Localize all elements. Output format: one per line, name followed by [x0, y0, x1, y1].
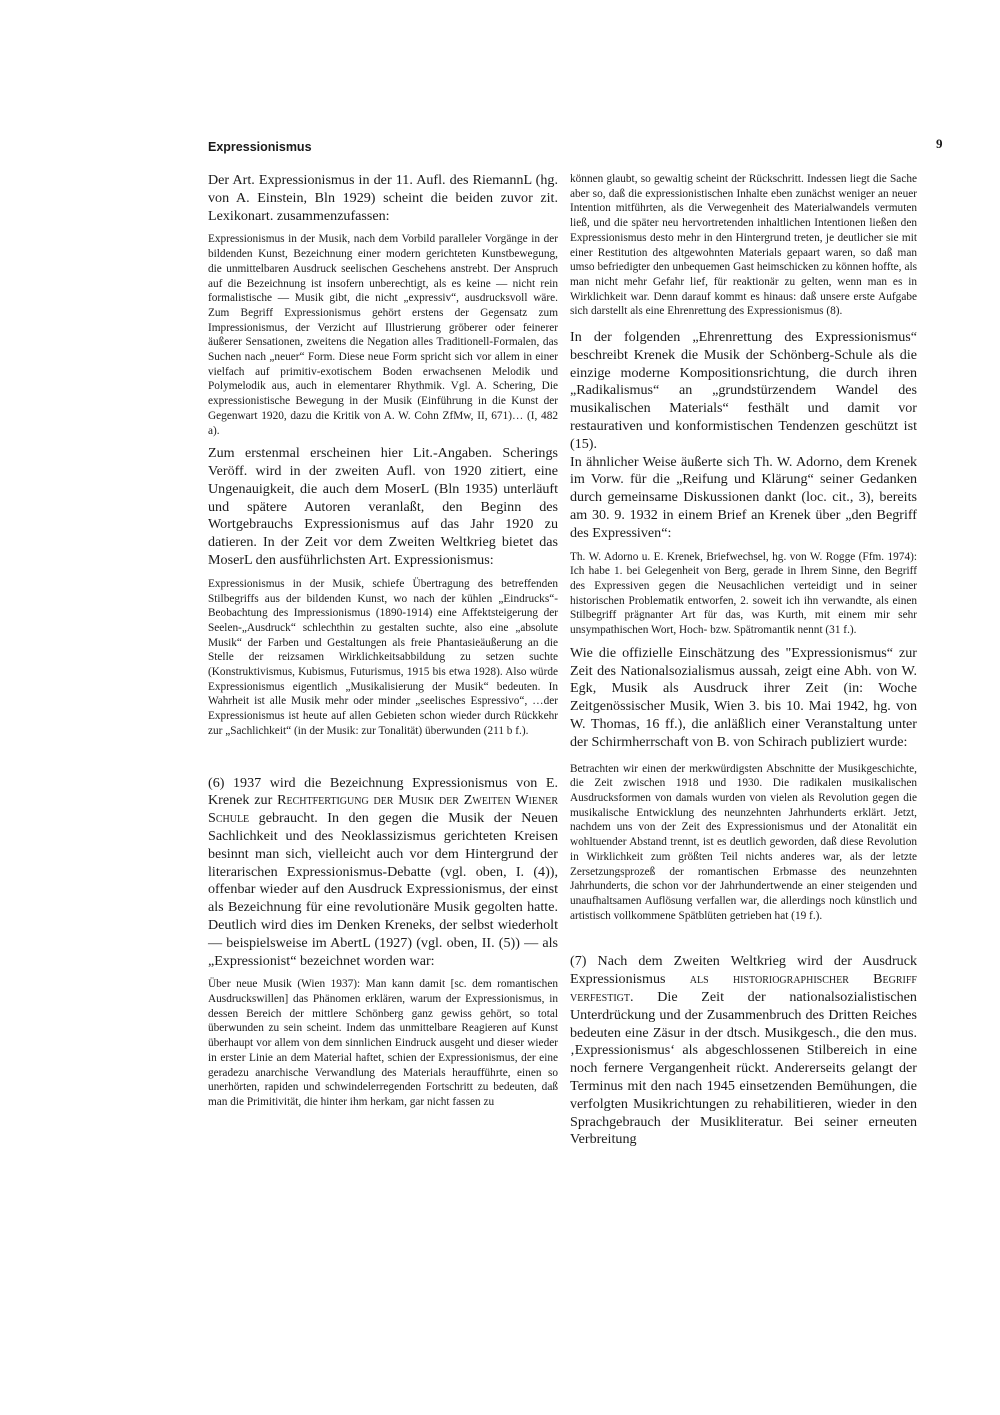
quote-krenek-neue-musik: Über neue Musik (Wien 1937): Man kann damit [sc. dem romantischen Ausdruckswillen] das Phänomen erklären, warum der Expressionismus, in dessen Bereich der mittlere Schönberg ganz gewiss gehört, so total überwunden zu sein scheint. Indem das unmittelbare Reagieren auf Kunst überhaupt vor allem von dem sinnlichen Eindruck ausgeht und dieser wieder in erster Linie an dem Material haftet, schien der Expressionismus, der eine geradezu anarchische Verwandlung des Materials heraufführte, einen so unerhörten, rapiden und schwindelerregenden Fortschritt zu bedeuten, daß man die Primitivität, die hinter ihm herkam, gar nicht fassen zu	[208, 978, 558, 1108]
paragraph-riemann: Der Art. Expressionismus in der 11. Aufl. des RiemannL (hg. von A. Einstein, Bln 1929) scheint die beiden zuvor zit. Lexikonart. zusammenzufassen:	[208, 172, 558, 224]
paragraph-ehrenrettung: In der folgenden „Ehrenrettung des Expressionismus“ beschreibt Krenek die Musik der Schönberg-Schule als die einzige moderne Kompositionsrichtung, die durch ihren „Radikalismus“ an „grundstürzendem Wandel des musikalischen Materials“ festhält und damit vor restaurativen und konformistischen Tendenzen geschützt ist (15).	[570, 329, 917, 452]
section-7-rest: Die Zeit der nationalsozialistischen Unterdrückung und der Zusammenbruch des Dritten Reiches bedeuten eine Zäsur in der dtsch. Musikgesch., die den mus. ‚Expressionismus‘ als abgeschlossenen Stilbereich in eine noch fernere Vergangenheit rückt. Andererseits gelangt der Terminus mit den nach 1945 einsetzenden Bemühungen, die verfolgten Musikrichtungen zu rehabilitieren, wieder in den Sprachgebrauch der Musikliteratur. Bei seiner erneuten Verbreitung	[570, 988, 917, 1148]
paragraph-literature: Zum erstenmal erscheinen hier Lit.-Angaben. Scherings Veröff. wird in der zweiten Aufl. von 1920 zitiert, eine Ungenauigkeit, die auch dem MoserL (Bln 1935) unterläuft und spätere Autoren veranlaßt, den Beginn des Wortgebrauchs Expressionismus auf das Jahr 1920 zu datieren. In der Zeit vor dem Zweiten Weltkrieg bietet das MoserL den ausführlichsten Art. Expressionismus:	[208, 445, 558, 569]
quote-krenek-continued: können glaubt, so gewaltig scheint der Rückschritt. Indessen liegt die Sache aber so, daß die expressionistischen Inhalte eben zunächst weniger an neuer Intention mitführten, als die Verwegenheit des Materialwandels vermuten ließ, und die später neu hervortretenden inhaltlichen Intentionen ließen den Expressionismus desto mehr in den Hintergrund treten, je deutlicher sie mit einer Restitution des altgewohnten Materials gepaart waren, so daß man umso befriedigter den unbequemen Gast heimschicken zu können hoffte, als man nicht mehr Gefahr lief, für reaktionär zu gelten, wenn man es in Wirklichkeit war. Denn darauf kommt es hinaus: daß unsere erste Aufgabe sich darstellt als eine Ehrenrettung des Expressionismus (8).	[570, 173, 917, 318]
section-6-smallcaps: Rechtfertigung der Musik der Zweiten Wiener Schule	[208, 792, 558, 827]
section-7-lead: (7) Nach dem Zweiten Weltkrieg wird der Ausdruck Expressionismus	[570, 953, 917, 988]
quote-adorno-krenek-letters: Th. W. Adorno u. E. Krenek, Briefwechsel, hg. von W. Rogge (Ffm. 1974): Ich habe 1. bei Gelegenheit von Berg, gerade in Ihrem Sinne, den Begriff des Expressiven gegen die Neusachlichen verteidigt und in seiner historischen Problematik entworfen, 2. soweit ich ihn verwandte, als einen Stilbegriff prägnanter Art für das, was Kurth, mit einem mir sehr unsympathischen Wort, Hoch- bzw. Spätromantik nennt (31 f.).	[570, 550, 917, 637]
section-7-smallcaps: als historiographischer Begriff verfestigt.	[570, 971, 917, 1005]
paragraph-section-7	[570, 953, 917, 1149]
section-6-lead: (6) 1937 wird die Bezeichnung Expressionismus von E. Krenek zur	[208, 774, 558, 809]
paragraph-section-6	[208, 775, 558, 971]
quote-moser-lexikon: Expressionismus in der Musik, schiefe Übertragung des betreffenden Stilbegriffs aus der bildenden Kunst, wo nach der kühlen „Eindrucks“-Beobachtung des Impressionismus (1890-1914) eine Affektsteigerung der Seelen-„Ausdruck“ schlechthin zu gestalten suchte, also eine „absolute Musik“ der Farben und Gestaltungen als freie Phantasieäußerung an die Stelle der reizsamen Wirklichkeitsabbildung zu setzen suchte (Konstruktivismus, Kubismus, Futurismus, 1915 bis etwa 1928). Also würde Expressionismus eigentlich „Musikalisierung der Musik“ bedeuten. In Wahrheit ist alle Musik mehr oder minder „seelisches Espressivo“, …der Expressionismus ist heute auf allen Gebieten schon wieder durch Rückkehr zur „Sachlichkeit“ (in der Musik: zur Tonalität) überwunden (211 b f.).	[208, 577, 558, 737]
right-column	[570, 172, 917, 1149]
paragraph-egk: Wie die offizielle Einschätzung des "Expressionismus“ zur Zeit des Nationalsozialismus aussah, zeigt eine Abh. von W. Egk, Musik als Ausdruck ihrer Zeit (in: Woche Zeitgenössischer Musik, Wien 3. bis 10. Mai 1942, hg. von W. Thomas, 16 ff.), die anläßlich einer Veranstaltung unter der Schirmherrschaft von B. von Schirach publiziert wurde:	[570, 644, 917, 750]
quote-egk: Betrachten wir einen der merkwürdigsten Abschnitte der Musikgeschichte, die Zeit zwischen 1918 und 1930. Die radikalen musikalischen Ausdrucksformen von damals wurden von vielen als Revolution gegen die musikalische Entwicklung des neunzehnten Jahrhunderts erklärt. Jetzt, nachdem uns von der Zeit des Expressionismus und der Atonalität ein wohltuender Abstand trennt, ist es deutlich geworden, daß diese Revolution in Wirklichkeit zum größten Teil nichts anderes war, als der letzte Zersetzungsprozeß der romantischen Erbmasse des neunzehnten Jahrhunderts, die schon vor der Jahrhundertwende an einer steigenden und unaufhaltsamen Auflösung verfallen war, die allerdings noch künstlich und artistisch vollkommene Spätblüten getrieben hat (19 f.).	[570, 762, 917, 922]
paragraph-adorno: In ähnlicher Weise äußerte sich Th. W. Adorno, dem Krenek im Vorw. für die „Reifung und Klärung“ seiner Gedanken durch gemeinsame Diskussionen dankt (loc. cit., 3), bereits am 30. 9. 1932 in einem Brief an Krenek über „den Begriff des Expressiven“:	[570, 453, 917, 541]
left-column	[208, 172, 558, 1110]
quote-riemann-lexikon: Expressionismus in der Musik, nach dem Vorbild paralleler Vorgänge in der bildenden Kunst, Bezeichnung einer modern gerichteten Kunstbewegung, die unmittelbaren Ausdruck seelischen Geschehens anstrebt. Der Anspruch auf die Bezeichnung ist insofern unberechtigt, als es keine — nicht rein formalistische — Musik gibt, die nicht „expressiv“, ausdrucksvoll wäre. Zum Begriff Expressionismus gehört erstens der Gegensatz zum Impressionismus, der Verzicht auf Illustrierung gröberer oder feinerer äußerer Sensationen, zweitens die Negation alles Traditionell-Formalen, das Suchen nach „neuer“ Form. Diese neue Form spricht sich vor allem in einer vielfach auf primitiv-exotischem Boden erwachsenen Melodik und Polymelodik aus, auch in elementarer Rhythmik. Vgl. A. Schering, Die expressionistische Bewegung in der Musik (Einführung in die Kunst der Gegenwart 1920, dazu die Kritik von A. W. Cohn ZfMw, II, 671)… (I, 482 a).	[208, 233, 558, 437]
page-number: 9	[936, 136, 943, 151]
running-title: Expressionismus	[208, 140, 312, 154]
section-6-rest: gebraucht. In den gegen die Musik der Neuen Sachlichkeit und des Neoklassizismus gerichteten Kreisen besinnt man sich, vielleicht auch vor dem Hintergrund der literarischen Expressionismus-Debatte (vgl. oben, I. (4)), offenbar wieder auf den Ausdruck Expressionismus, der einst als Bezeichnung für eine revolutionäre Musik gegolten hatte. Deutlich wird dies im Denken Kreneks, der selbst wiederholt — beispielsweise im AbertL (1927) (vgl. oben, II. (5)) — als „Expressionist“ bezeichnet worden war:	[208, 810, 558, 969]
